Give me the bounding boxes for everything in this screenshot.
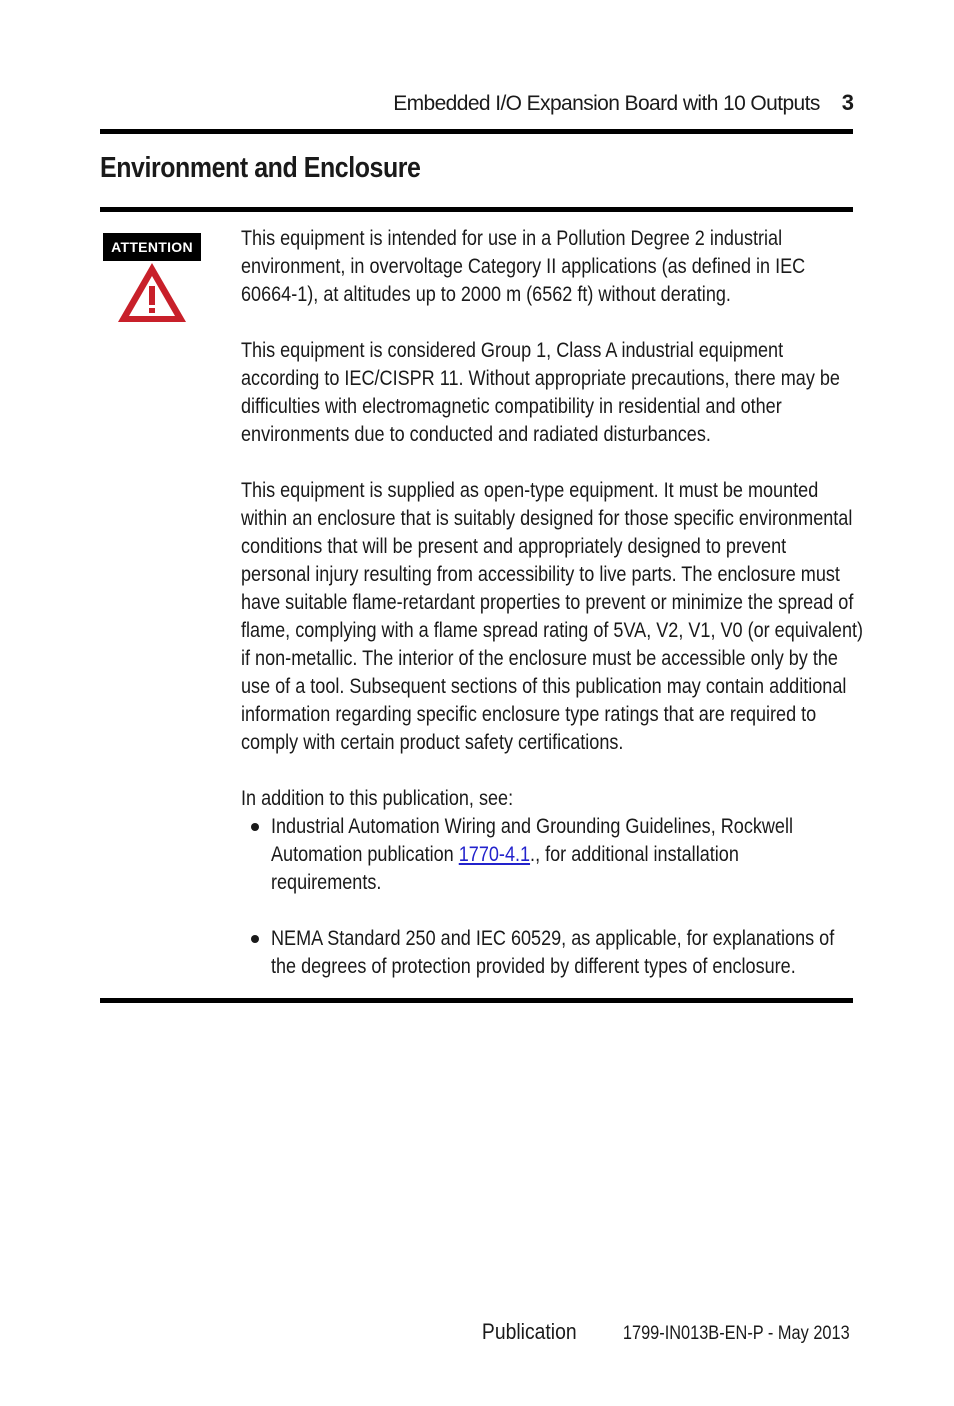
publication-footer <box>469 1319 850 1345</box>
paragraph-enclosure: This equipment is supplied as open-type equipment. It must be mounted within an enclosure that is suitably designed for those specific environmental conditions that will be present and appropriately designed to prevent personal injury resulting from accessibility to live parts. The enclosure must have suitable flame-retardant properties to prevent or minimize the spread of flame, complying with a flame spread rating of 5VA, V2, V1, V0 (or equivalent) if non-metallic. The interior of the enclosure must be accessible only by the use of a tool. Subsequent sections of this publication may contain additional information regarding specific enclosure type ratings that are required to comply with certain product safety certifications. <box>241 479 864 754</box>
see-also-list <box>241 813 853 981</box>
attention-badge-label: ATTENTION <box>111 239 193 255</box>
paragraph-emc: This equipment is considered Group 1, Class A industrial equipment according to IEC/CISPR 11. Without appropriate precautions, there may be difficulties with electromagnetic compatibility in residential and other environments due to conducted and radiated disturbances. <box>241 339 840 446</box>
publication-link[interactable]: 1770-4.1 <box>458 843 531 866</box>
running-header <box>393 90 854 116</box>
bullet-icon <box>251 823 259 831</box>
warning-triangle-icon <box>116 261 188 324</box>
paragraph-pollution: This equipment is intended for use in a Pollution Degree 2 industrial environment, in overvoltage Category II applications (as defined in IEC 60664-1), at altitudes up to 2000 m (6562 ft) without derating. <box>241 227 806 306</box>
footer-label: Publication <box>481 1319 577 1344</box>
list-item: NEMA Standard 250 and IEC 60529, as applicable, for explanations of the degrees of protection provided by different types of enclosure. <box>241 925 853 981</box>
attention-badge <box>103 233 201 261</box>
attention-bottom-rule <box>100 998 853 1003</box>
see-also-intro: In addition to this publication, see: <box>241 787 514 810</box>
header-rule <box>100 129 853 134</box>
section-heading: Environment and Enclosure <box>100 152 421 184</box>
list-item: Industrial Automation Wiring and Grounding Guidelines, Rockwell Automation publication 1770-4.1., for additional installation requirements. <box>241 813 853 897</box>
attention-top-rule <box>100 207 853 212</box>
bullet-icon <box>251 935 259 943</box>
header-title: Embedded I/O Expansion Board with 10 Outputs <box>393 92 820 115</box>
attention-body <box>241 225 864 1009</box>
publication-number: 1799-IN013B-EN-P - May 2013 <box>623 1323 850 1344</box>
page-number: 3 <box>841 90 854 115</box>
